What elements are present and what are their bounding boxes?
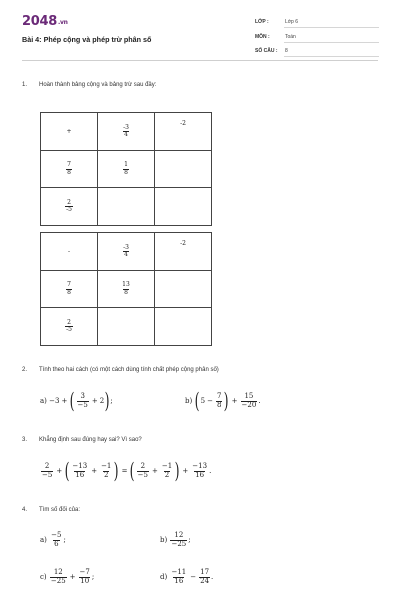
question-2-text: Tính theo hai cách (có một cách dùng tính chất phép cộng phân số) — [39, 367, 219, 373]
q3-fraction-3: $\frac{-1}{2}$ — [101, 462, 112, 479]
lesson-title: Bài 4: Phép cộng và phép trừ phân số — [22, 35, 152, 44]
q2a-end: ; — [110, 397, 113, 405]
subtraction-table-cell-r1c2[interactable] — [155, 271, 212, 308]
addition-table-cell-r2c2[interactable] — [155, 188, 212, 226]
q4a-end: ; — [63, 536, 66, 544]
logo-suffix: .vn — [57, 19, 68, 26]
question-1-prompt — [22, 82, 156, 88]
subtraction-table-row1-header: $\frac{7}{8}$ — [41, 271, 98, 308]
q2a-label: a) — [40, 397, 47, 405]
addition-table — [40, 112, 212, 226]
addition-table-col2-header: -2 — [155, 113, 212, 151]
class-label: LỚP : — [255, 19, 269, 25]
q2a-tail-number: 2 — [99, 397, 105, 405]
class-value: Lớp 6 — [285, 19, 299, 25]
q3-fraction-1: $\frac{2}{-5}$ — [42, 462, 53, 479]
subject-label: MÔN : — [255, 34, 270, 40]
q3-fraction-5: $\frac{-1}{2}$ — [161, 462, 173, 479]
q3-fraction-4: $\frac{2}{-5}$ — [137, 462, 148, 479]
q2b-label: b) — [185, 397, 193, 405]
question-count-label: SỐ CÂU : — [255, 48, 278, 54]
q3-end: . — [209, 467, 212, 475]
subtraction-table — [40, 232, 212, 346]
question-3-prompt — [22, 437, 142, 443]
q4a-label: a) — [40, 536, 47, 544]
subject-value: Toán — [285, 34, 296, 40]
question-4-number: 4. — [22, 507, 28, 513]
question-4-prompt — [22, 507, 80, 513]
q2b-fraction-2: $\frac{15}{-20}$ — [241, 392, 257, 409]
question-2-prompt — [22, 367, 219, 373]
question-4d-expression: d) $\frac{-11}{16}$ − $\frac{17}{24}$ . — [160, 568, 214, 585]
question-3-text: Khẳng định sau đúng hay sai? Vì sao? — [39, 437, 142, 443]
question-4c-expression: c) $\frac{12}{-25}$ + $\frac{-7}{10}$ ; — [40, 568, 95, 585]
subtraction-table-row2-header: $\frac{2}{-5}$ — [41, 308, 98, 346]
subtraction-table-cell-r1c1: $\frac{13}{8}$ — [98, 271, 155, 308]
question-2b-expression: b) ( 5 − $\frac{7}{8}$ ) + $\frac{15}{-20}$ . — [185, 388, 261, 413]
question-4b-expression — [160, 527, 191, 553]
addition-table-operator: + — [41, 113, 98, 151]
q4a-fraction: $\frac{-5}{6}$ — [51, 531, 62, 548]
q2a-fraction: $\frac{3}{-5}$ — [77, 392, 88, 409]
question-count-underline — [284, 56, 379, 57]
addition-table-cell-r1c1: $\frac{1}{8}$ — [98, 151, 155, 188]
q2b-end: . — [258, 397, 261, 405]
subtraction-table-cell-r2c2[interactable] — [155, 308, 212, 346]
q4b-fraction: $\frac{12}{-25}$ — [171, 531, 187, 548]
q3-fraction-2: $\frac{-13}{16}$ — [72, 462, 88, 479]
question-3-number: 3. — [22, 437, 28, 443]
question-1-number: 1. — [22, 82, 28, 88]
question-2a-expression: a) −3 + ( $\frac{3}{-5}$ + 2 ) ; — [40, 388, 113, 413]
question-3-expression: $\frac{2}{-5}$ + ( $\frac{-13}{16}$ + $\frac{-1}{2}$ ) = ( $\frac{2}{-5}$ + $\frac{-1}{2}$ ) + $\frac{-13}{16}$ . — [42, 458, 212, 483]
q4d-fraction-1: $\frac{-11}{16}$ — [171, 568, 187, 585]
header-divider — [22, 60, 378, 61]
q4d-fraction-2: $\frac{17}{24}$ — [200, 568, 210, 585]
addition-table-row1-header: $\frac{7}{8}$ — [41, 151, 98, 188]
question-4a-expression — [40, 527, 66, 553]
q2b-fraction-1: $\frac{7}{8}$ — [217, 392, 222, 409]
question-1-text: Hoàn thành bảng cộng và bảng trừ sau đây: — [39, 82, 157, 88]
addition-table-col1-header: $\frac{-3}{4}$ — [98, 113, 155, 151]
q4c-fraction-1: $\frac{12}{-25}$ — [50, 568, 66, 585]
addition-table-cell-r1c2[interactable] — [155, 151, 212, 188]
q4c-label: c) — [40, 573, 47, 581]
subtraction-table-col2-header: -2 — [155, 233, 212, 271]
question-4-text: Tìm số đối của: — [39, 507, 81, 513]
q3-fraction-6: $\frac{-13}{16}$ — [192, 462, 208, 479]
q2a-lead-number: −3 — [49, 397, 60, 405]
subtraction-table-col1-header: $\frac{-3}{4}$ — [98, 233, 155, 271]
q4d-end: . — [211, 573, 214, 581]
question-2-number: 2. — [22, 367, 28, 373]
q4d-label: d) — [160, 573, 168, 581]
addition-table-row2-header: $\frac{2}{-5}$ — [41, 188, 98, 226]
question-count-value: 8 — [285, 48, 288, 54]
addition-table-cell-r2c1[interactable] — [98, 188, 155, 226]
q4c-fraction-2: $\frac{-7}{10}$ — [79, 568, 90, 585]
q4b-label: b) — [160, 536, 168, 544]
q4b-end: ; — [188, 536, 191, 544]
subtraction-table-cell-r2c1[interactable] — [98, 308, 155, 346]
site-logo[interactable] — [22, 14, 68, 29]
q4c-end: ; — [91, 573, 95, 581]
subtraction-table-operator: - — [41, 233, 98, 271]
subject-underline — [284, 42, 379, 43]
q2b-lead-number: 5 — [200, 397, 206, 405]
logo-text: 2048 — [22, 14, 57, 29]
class-underline — [284, 27, 379, 28]
